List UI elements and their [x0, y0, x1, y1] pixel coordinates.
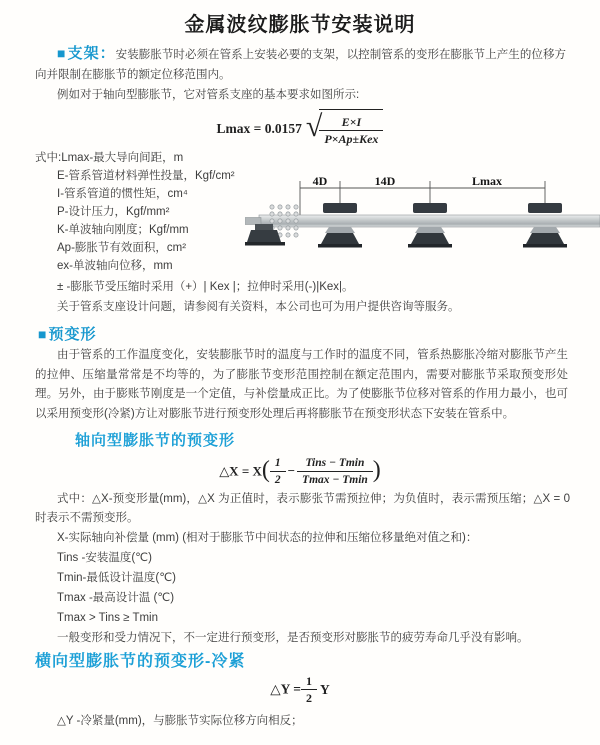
- page-title: 金属波纹膨胀节安装说明: [184, 14, 416, 36]
- lmax-formula: [0, 109, 600, 147]
- lateral-preform-formula: [0, 674, 600, 705]
- one-half-fraction: $\frac{1}{2}$: [301, 674, 317, 705]
- support-section-heading: [57, 45, 116, 62]
- axial-note: 一般变形和受力情况下，不一定进行预变形，是否预变形对膨胀节的疲劳寿命几乎没有影响。: [57, 632, 529, 644]
- pipe: [259, 215, 600, 227]
- dimension-label-14d: 14D: [374, 174, 396, 188]
- variable-line: E-管系管道材料弹性投量，Kgf/cm²: [57, 170, 235, 182]
- pipe-diagram-svg: [245, 174, 600, 274]
- preform-paragraph: 由于管系的工作温度变化，安装膨胀节时的温度与工作时的温度不同，管系热膨胀冷缩对膨胀节产生的拉伸、压缩量常常是不均等的，为了膨胀节变形范围控制在额定范围内，需要对膨胀节采取预变形处理。另外，由于膨账节刚度是一个定值，与补偿量成正比。为了使膨胀节位移对管系的作用力最小，也可以采用预变形(冷紧)方让对膨胀节进行预变形处理后再将膨胀节在预变形状态下安装在管系中。: [35, 349, 568, 420]
- variable-line: P-设计压力，Kgf/mm²: [57, 206, 170, 218]
- sqrt-radicand: [319, 109, 383, 149]
- lmax-formula-denominator: P×Ap±Kex: [324, 131, 379, 146]
- variable-line: K-单波轴向刚度；Kgf/mm: [57, 224, 189, 236]
- minus-sign: −: [287, 463, 296, 479]
- one-half-fraction: $\frac{1}{2}$: [270, 456, 286, 487]
- open-paren: (: [261, 457, 270, 484]
- support-heading-label: 支架：: [67, 45, 116, 62]
- close-paren: ): [372, 457, 381, 484]
- plus-minus-note: ± -膨胀节受压缩时采用（+）| Kex |；拉伸时采用(-)|Kex|。: [57, 281, 354, 293]
- pipe-support-diagram: [245, 174, 600, 274]
- dimension-label-4d: 4D: [312, 174, 328, 188]
- axial-preform-formula: [0, 454, 600, 488]
- axial-formula-explanation: 式中：△X-预变形量(mm)，△X 为正值时，表示膨张节需预拉伸；为负值时，表示需预压缩；△X = 0时表示不需预变形。: [35, 493, 570, 524]
- blue-square-icon: ■: [57, 45, 67, 61]
- axial-variable-lines: [0, 528, 600, 628]
- blue-square-icon: ■: [38, 326, 48, 342]
- support-example-line: 例如对于轴向型膨胀节，它对管系支座的基本要求如图所示:: [57, 89, 360, 101]
- lateral-formula-lhs: △Y =: [270, 681, 301, 697]
- lmax-formula-numerator: E×I: [319, 115, 383, 131]
- axial-formula-lhs: △X = X: [219, 463, 262, 479]
- variable-line: Tmax -最高设计温 (℃): [57, 592, 175, 604]
- preform-heading-label: 预变形: [48, 326, 97, 343]
- variable-line: I-管系管道的惯性矩，cm⁴: [57, 188, 188, 200]
- lateral-formula-rhs: Y: [319, 681, 330, 697]
- support-closing-note: 关于管系支座设计问题，请参阅有关资料，本公司也可为用户提供咨询等服务。: [57, 301, 460, 313]
- sqrt-symbol: √: [305, 110, 323, 143]
- axial-preform-heading: 轴向型膨胀节的预变形: [75, 432, 236, 449]
- support-intro-text: 安装膨胀节时必须在管系上安装必要的支架，以控制管系的变形在膨胀节上产生的位移方向并限制在膨胀节的额定位移范围内。: [35, 49, 566, 81]
- variable-line: ex-单波轴向位移，mm: [57, 260, 173, 272]
- preform-section-heading: [38, 325, 600, 344]
- lateral-preform-heading: 横向型膨胀节的预变形-冷紧: [35, 653, 246, 670]
- variable-line: Tins -安装温度(℃): [57, 552, 152, 564]
- variable-line: Ap-膨胀节有效面积，cm²: [57, 242, 187, 254]
- lateral-note: △Y -冷紧量(mm)，与膨胀节实际位移方向相反；: [57, 715, 303, 727]
- lmax-formula-lhs: Lmax = 0.0157: [216, 121, 302, 136]
- variables-and-diagram: [35, 149, 600, 277]
- temperature-fraction: $\frac{\text{Tins − Tmin}}{Tmax - Tmin}$: [297, 456, 373, 487]
- dimension-label-lmax: Lmax: [472, 174, 502, 188]
- variable-line: Tmax > Tins ≥ Tmin: [57, 612, 158, 624]
- variable-line: Tmin-最低设计温度(℃): [57, 572, 176, 584]
- variable-line: 式中:Lmax-最大导向间距，m: [35, 152, 184, 164]
- document-page: [0, 8, 600, 745]
- support-intro-paragraph: [35, 43, 566, 85]
- pipe-left-stub: [245, 218, 261, 225]
- variable-line: X-实际轴向补偿量 (mm) (相对于膨胀节中间状态的拉伸和压缩位移量绝对值之和)：: [57, 532, 478, 544]
